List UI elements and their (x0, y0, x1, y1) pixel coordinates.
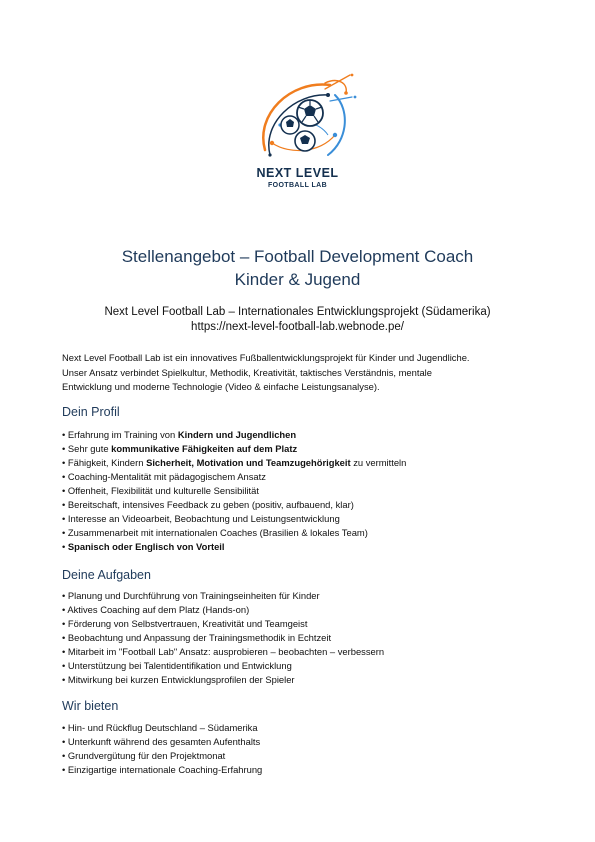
section-heading-profil: Dein Profil (62, 405, 120, 419)
intro-line: Unser Ansatz verbindet Spielkultur, Methodik, Kreativität, taktisches Verständnis, mentale (62, 366, 432, 378)
bieten-list (62, 721, 542, 777)
item-text: • Zusammenarbeit mit internationalen Coaches (Brasilien & lokales Team) (62, 527, 368, 538)
list-item: • Mitwirkung bei kurzen Entwicklungsprofilen der Spieler (62, 674, 295, 685)
section-heading-bieten: Wir bieten (62, 699, 119, 713)
list-item (62, 442, 542, 456)
list-item (62, 484, 542, 498)
list-item: • Beobachtung und Anpassung der Trainingsmethodik in Echtzeit (62, 632, 332, 643)
page-subtitle: Kinder & Jugend (234, 270, 361, 289)
list-item (62, 498, 542, 512)
item-text: • Coaching-Mentalität mit pädagogischem Ansatz (62, 471, 266, 482)
website-url: https://next-level-football-lab.webnode.pe/ (191, 321, 404, 333)
profil-list (62, 428, 542, 554)
list-item: • Förderung von Selbstvertrauen, Kreativität und Teamgeist (62, 618, 308, 629)
organization-line: Next Level Football Lab – Internationales Entwicklungsprojekt (Südamerika) (104, 306, 491, 318)
item-bold-text: kommunikative Fähigkeiten auf dem Platz (111, 443, 298, 454)
list-item: • Hin- und Rückflug Deutschland – Südamerika (62, 722, 258, 733)
list-item: • Aktives Coaching auf dem Platz (Hands-on) (62, 604, 250, 615)
item-text: zu vermitteln (350, 457, 407, 468)
list-item (62, 540, 542, 554)
intro-paragraph (62, 351, 542, 395)
logo (210, 55, 385, 230)
intro-line: Entwicklung und moderne Technologie (Video & einfache Leistungsanalyse). (62, 381, 380, 392)
item-text: • Interesse an Videoarbeit, Beobachtung und Leistungsentwicklung (62, 513, 340, 524)
item-text: • Erfahrung im Training von (62, 429, 178, 440)
item-text: • (62, 541, 68, 552)
aufgaben-list (62, 589, 542, 687)
list-item: • Grundvergütung für den Projektmonat (62, 750, 226, 761)
list-item: • Unterkunft während des gesamten Aufenthalts (62, 736, 261, 747)
section-heading-aufgaben: Deine Aufgaben (62, 568, 151, 582)
list-item: • Unterstützung bei Talentidentifikation und Entwicklung (62, 660, 292, 671)
page-title: Stellenangebot – Football Development Coach (121, 247, 474, 266)
list-item (62, 428, 542, 442)
item-text: • Bereitschaft, intensives Feedback zu geben (positiv, aufbauend, klar) (62, 499, 354, 510)
item-bold-text: Spanisch oder Englisch von Vorteil (67, 541, 225, 552)
list-item: • Planung und Durchführung von Trainingseinheiten für Kinder (62, 590, 320, 601)
item-text: • Fähigkeit, Kindern (62, 457, 147, 468)
list-item: • Einzigartige internationale Coaching-Erfahrung (62, 764, 263, 775)
item-text: • Offenheit, Flexibilität und kulturelle Sensibilität (62, 485, 259, 496)
item-bold-text: Kindern und Jugendlichen (177, 429, 297, 440)
list-item (62, 512, 542, 526)
logo-text-football-lab: FOOTBALL LAB (267, 182, 328, 189)
item-text: • Sehr gute (62, 443, 112, 454)
list-item (62, 526, 542, 540)
football-logo-graphic (210, 55, 385, 230)
list-item (62, 470, 542, 484)
item-bold-text: Sicherheit, Motivation und Teamzugehörigkeit (146, 457, 351, 468)
logo-text-next-level: NEXT LEVEL (256, 166, 339, 180)
intro-line: Next Level Football Lab ist ein innovatives Fußballentwicklungsprojekt für Kinder und Jugendliche. (62, 352, 470, 363)
list-item: • Mitarbeit im "Football Lab" Ansatz: ausprobieren – beobachten – verbessern (62, 646, 385, 657)
list-item (62, 456, 542, 470)
